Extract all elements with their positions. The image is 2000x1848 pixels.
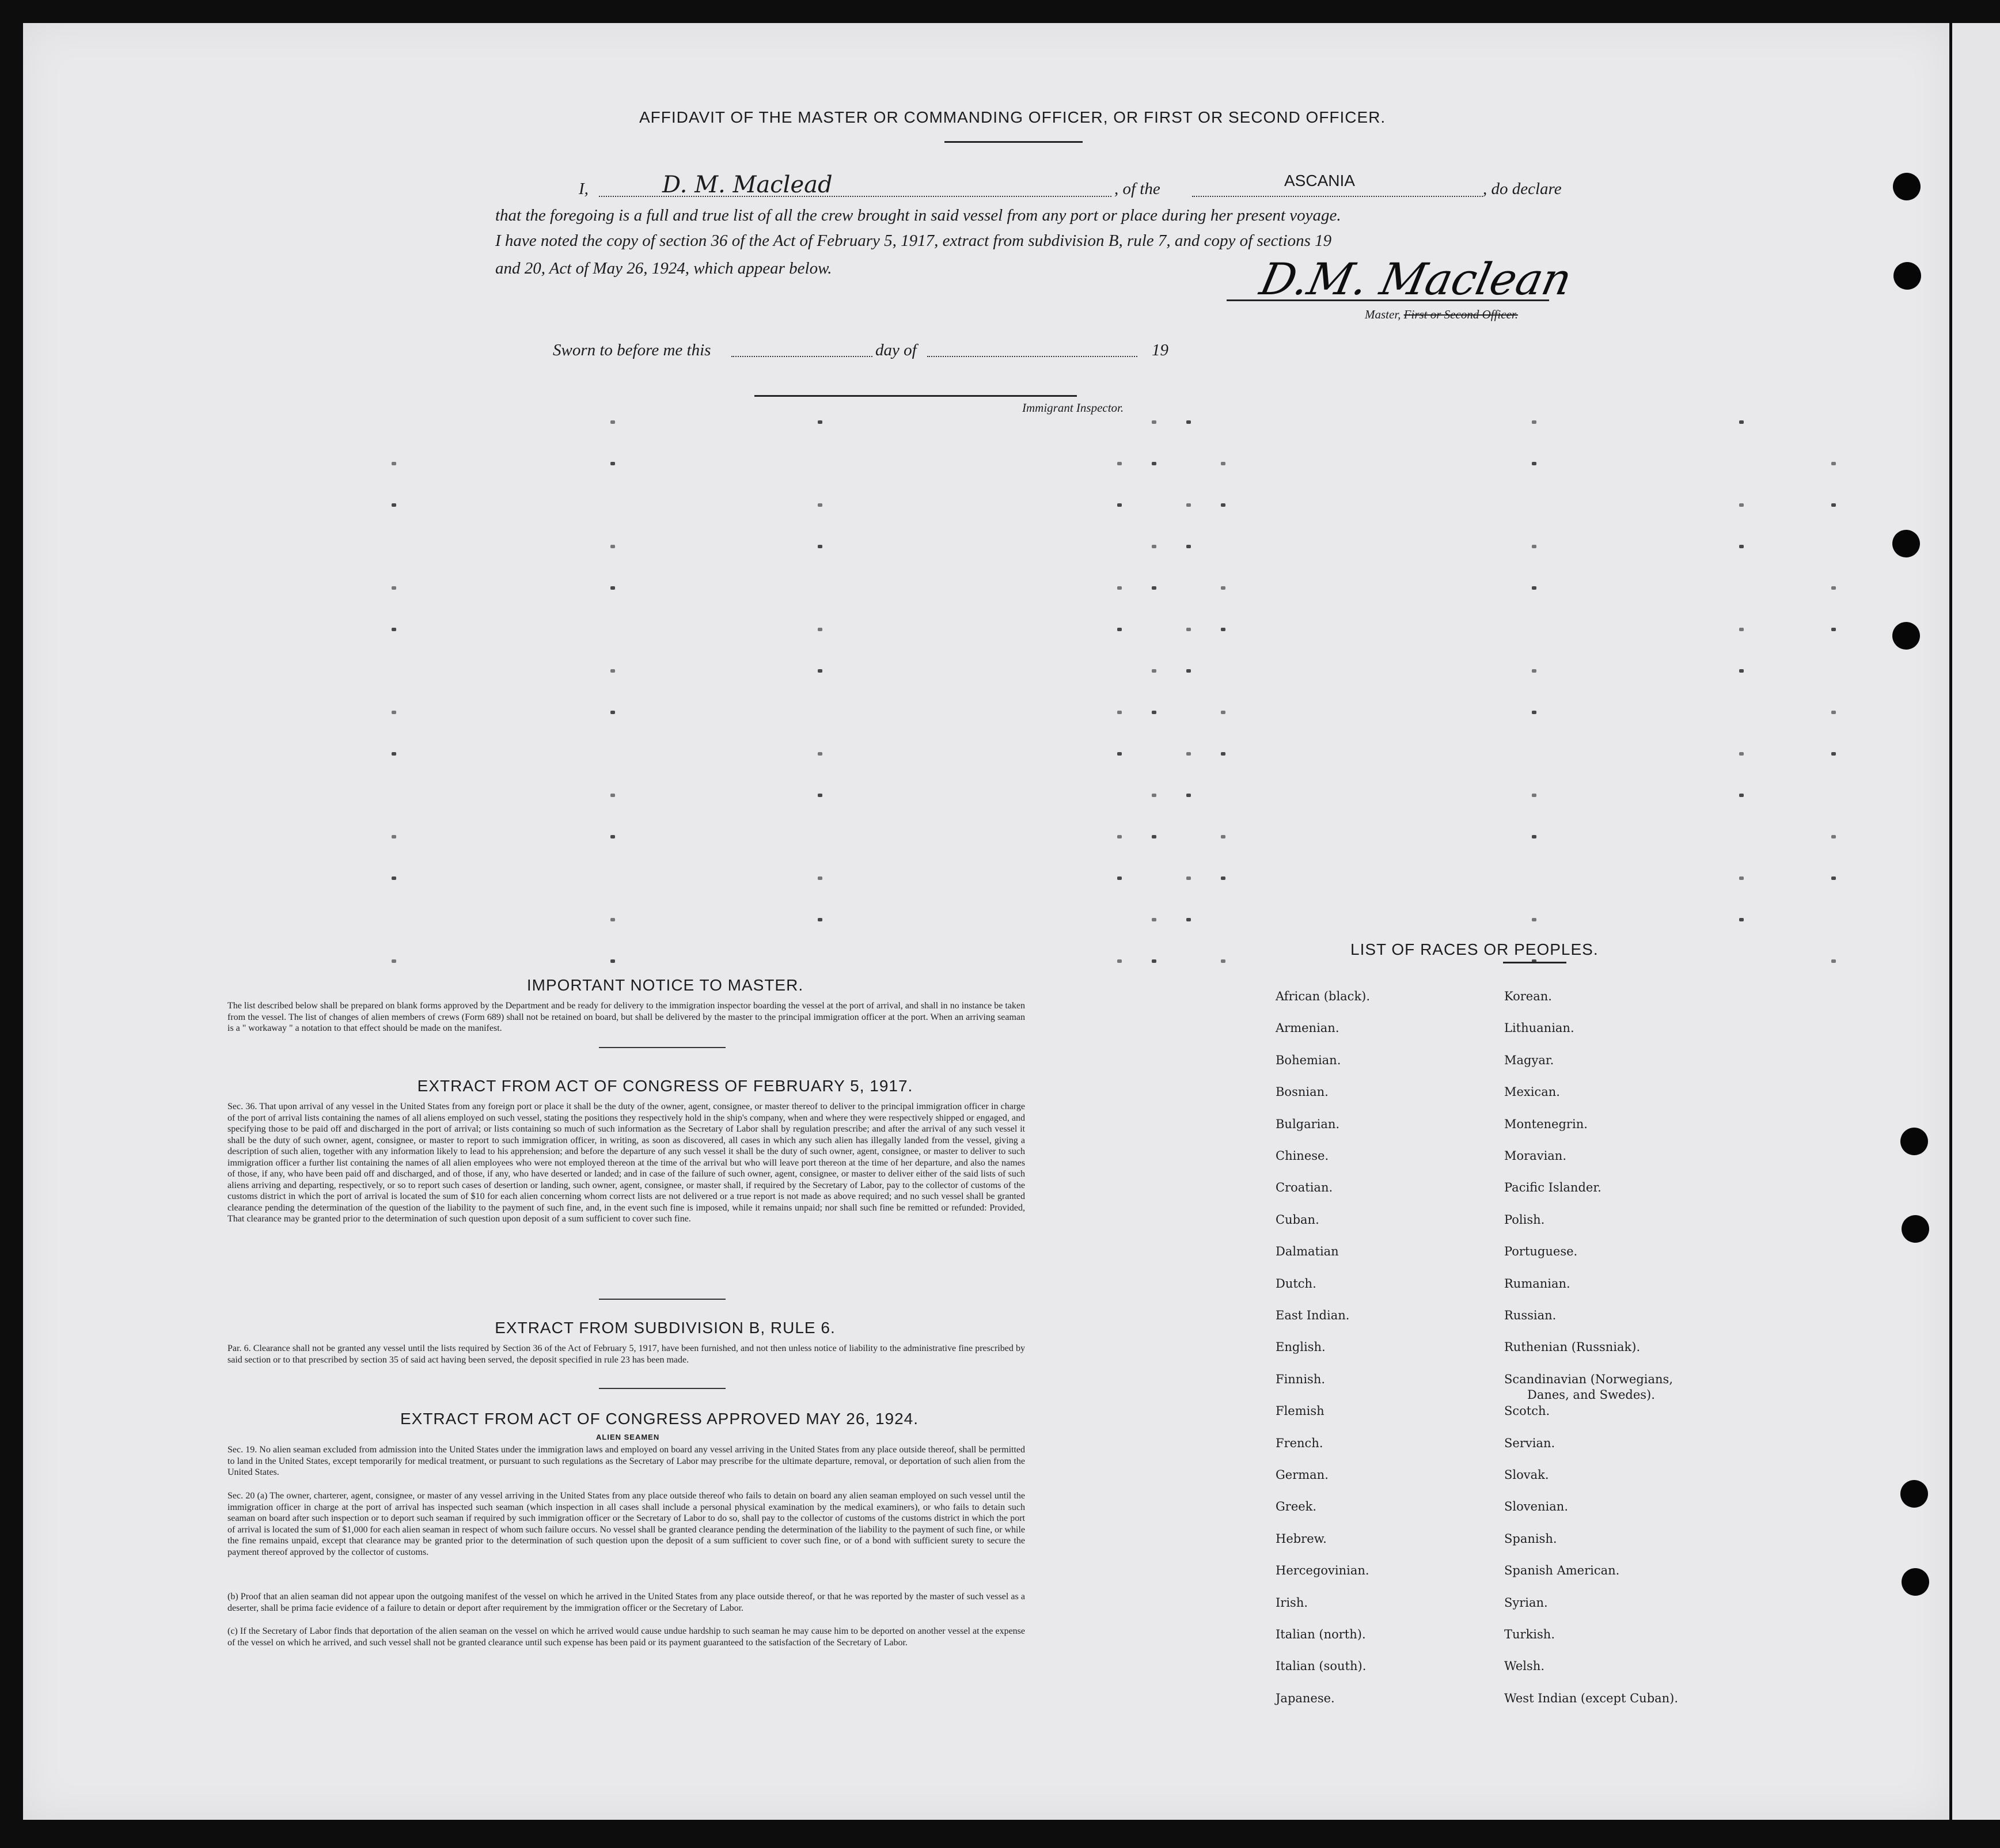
sworn-month-line <box>927 356 1137 357</box>
sworn-day-line <box>731 356 872 357</box>
master-label: Master, <box>1365 308 1401 321</box>
sec-19-text: Sec. 19. No alien seaman excluded from admission into the United States under the immigration laws and employed on board any vessel arriving in the United States from any place outside thereof, shall be permitted to land in the United States, except temporarily for medical treatment, or pursuant to such regulations as the Secretary of Labor may prescribe for the ultimate departure, removal, or deportation of such alien from the United States. <box>227 1445 1025 1477</box>
officer-name: D. M. Maclead <box>662 172 833 198</box>
ghost-dot <box>1152 918 1156 921</box>
col1-item: Finnish. <box>1276 1372 1326 1386</box>
ghost-dot <box>610 669 615 673</box>
ghost-dot <box>610 794 615 797</box>
binder-hole <box>1900 1128 1928 1155</box>
ghost-dot <box>392 628 396 631</box>
binder-hole <box>1902 1568 1929 1596</box>
title-rule <box>944 141 1083 143</box>
col1-item: German. <box>1276 1468 1329 1482</box>
col2-item: Scotch. <box>1504 1404 1550 1418</box>
ghost-row <box>322 752 1915 761</box>
ghost-dot <box>1152 420 1156 424</box>
extract-1917-text: Sec. 36. That upon arrival of any vessel in the United States from any foreign port or place it shall be the duty of the owner, agent, consignee, or master thereof to deliver to the principal immigration officer in charge of the port of arrival lists containing the names of all aliens employed on such vessel, stating the positions they respectively hold in the ship's company, when and where they were respectively shipped or engaged, and specifying those to be paid off and discharged in the port of arrival; or lists containing so much of such information as the Secretary of Labor shall by regulation prescribe; and after the arrival of any such vessel it shall be the duty of such owner, agent, consignee, or master to report to such immigration officer, in writing, as soon as discovered, all cases in which any such alien has illegally landed from the vessel, giving a description of such alien, together with any information likely to lead to his apprehension; and before the departure of any such vessel it shall be the duty of such owner, agent, consignee, or master to deliver to such immigration officer a further list containing the names of all alien employees who were not employed thereon at the time of the arrival but who will leave port thereon at the time of her departure, and also the names of those, if any, who have been paid off and discharged, and of those, if any, who have deserted or landed; and in case of the failure of such owner, agent, consignee, or master to deliver either of the said lists of such aliens arriving and departing, respectively, or so to report such cases of desertion or landing, such owner, agent, consignee, or master shall, if required by the Secretary of Labor, pay to the collector of customs of the customs district in which the port of arrival is located the sum of $10 for each alien concerning whom correct lists are not delivered or a true report is not made as above required; and no such vessel shall be granted clearance pending the determination of the question of the liability to the payment of such fine, and, in the event such fine is imposed, while it remains unpaid; nor shall such fine be remitted or refunded: Provided, That clearance may be granted prior to the determination of such question upon deposit of a sum sufficient to cover such fine. <box>227 1102 1025 1224</box>
col2-item: Servian. <box>1504 1436 1555 1450</box>
ghost-dot <box>1221 835 1225 838</box>
ghost-dot <box>1532 918 1536 921</box>
ghost-dot <box>1831 752 1836 756</box>
ghost-dot <box>1186 420 1191 424</box>
col1-item: Hercegovinian. <box>1276 1564 1369 1578</box>
ghost-dot <box>1117 462 1122 465</box>
ghost-row <box>322 876 1915 886</box>
col2-item: West Indian (except Cuban). <box>1504 1691 1679 1705</box>
ghost-dot <box>1739 669 1744 673</box>
ghost-dot <box>392 835 396 838</box>
sec-20b-text: (b) Proof that an alien seaman did not appear upon the outgoing manifest of the vessel on which he arrived in the United States from any place outside thereof, or that he was reported by the master of such vessel as a deserter, shall be prima facie evidence of a failure to detain or deport after requirement by the immigration officer or the Secretary of Labor. <box>227 1592 1025 1613</box>
ghost-dot <box>818 918 822 921</box>
ghost-dot <box>1221 959 1225 963</box>
ghost-row <box>322 669 1915 678</box>
ghost-dot <box>1117 876 1122 880</box>
col1-item: Armenian. <box>1276 1021 1339 1035</box>
col2-item: Moravian. <box>1504 1149 1567 1163</box>
sec-20a-text: Sec. 20 (a) The owner, charterer, agent, consignee, or master of any vessel arriving in the United States from any place outside thereof who fails to detain on board any alien seaman employed on such vessel until the immigration officer in charge at the port of arrival has inspected such seaman (which inspection in all cases shall include a personal physical examination by the medical examiners), or who fails to detain such seaman on board after such inspection or to deport such seaman if required by such immigration officer or the Secretary of Labor to do so, shall pay to the collector of customs of the customs district in which the port of arrival is located the sum of $1,000 for each alien seaman in respect of whom such failure occurs. No vessel shall be granted clearance pending the determination of the liability to the payment of such fine, or while the fine remains unpaid, except that clearance may be granted prior to the determination of such question upon the deposit of a sum sufficient to cover such fine, or of a bond with sufficient surety to secure the payment thereof approved by the collector of customs. <box>227 1491 1025 1557</box>
struck-officer-label: First or Second Officer. <box>1403 308 1518 321</box>
col2-item: Magyar. <box>1504 1053 1554 1067</box>
ghost-dot <box>1117 586 1122 590</box>
alien-seamen-subtitle: ALIEN SEAMEN <box>596 1433 660 1441</box>
ghost-dot <box>818 794 822 797</box>
ghost-dot <box>818 420 822 424</box>
col2-item: Welsh. <box>1504 1659 1544 1674</box>
col2-item: Rumanian. <box>1504 1276 1570 1291</box>
ghost-dot <box>610 959 615 963</box>
affidavit-title: AFFIDAVIT OF THE MASTER OR COMMANDING OFFICER, OR FIRST OR SECOND OFFICER. <box>639 108 1386 126</box>
ghost-dot <box>1532 420 1536 424</box>
sworn-label: Sworn to before me this <box>553 341 711 359</box>
races-title: LIST OF RACES OR PEOPLES. <box>1350 940 1599 958</box>
ghost-dot <box>1739 545 1744 548</box>
extract-1917-title: EXTRACT FROM ACT OF CONGRESS OF FEBRUARY 5, 1917. <box>417 1077 913 1095</box>
col1-item: Bosnian. <box>1276 1085 1329 1099</box>
col2-item: Scandinavian (Norwegians, <box>1504 1372 1673 1386</box>
ghost-row <box>322 462 1915 471</box>
notice-title: IMPORTANT NOTICE TO MASTER. <box>526 976 804 994</box>
ghost-dot <box>1532 586 1536 590</box>
col2-item: Spanish. <box>1504 1531 1557 1546</box>
ghost-dot <box>1739 918 1744 921</box>
ghost-dot <box>1532 794 1536 797</box>
ghost-row <box>322 794 1915 803</box>
rule-1 <box>599 1047 726 1048</box>
col2-item: Syrian. <box>1504 1595 1548 1610</box>
ghost-dot <box>1532 711 1536 714</box>
ghost-row <box>322 545 1915 554</box>
extract-1924-title: EXTRACT FROM ACT OF CONGRESS APPROVED MAY 26, 1924. <box>400 1410 919 1428</box>
col2-item: Montenegrin. <box>1504 1117 1588 1131</box>
do-declare-label: , do declare <box>1483 180 1562 198</box>
binder-hole <box>1892 622 1920 650</box>
ghost-dot <box>1152 669 1156 673</box>
ghost-row <box>322 503 1915 513</box>
ghost-dot <box>1117 711 1122 714</box>
i-label: I, <box>579 180 589 198</box>
col2-item: Lithuanian. <box>1504 1021 1574 1035</box>
ghost-dot <box>610 835 615 838</box>
ghost-dot <box>610 462 615 465</box>
ghost-dot <box>818 545 822 548</box>
ghost-dot <box>1152 462 1156 465</box>
inspector-signature-line <box>754 395 1077 397</box>
ghost-dot <box>610 420 615 424</box>
ghost-dot <box>1117 752 1122 756</box>
races-title-rule <box>1503 962 1566 963</box>
ghost-dot <box>1532 545 1536 548</box>
ghost-dot <box>1739 628 1744 631</box>
ghost-dot <box>1221 711 1225 714</box>
vessel-name-line <box>1192 196 1483 197</box>
ghost-dot <box>392 752 396 756</box>
ghost-dot <box>1831 462 1836 465</box>
ghost-dot <box>818 628 822 631</box>
ghost-row <box>322 628 1915 637</box>
col1-item: Greek. <box>1276 1500 1317 1514</box>
ghost-row <box>322 959 1915 969</box>
col1-item: East Indian. <box>1276 1308 1350 1322</box>
ghost-dot <box>1117 628 1122 631</box>
declaration-line-1: that the foregoing is a full and true list of all the crew brought in said vessel from any port or place during her present voyage. <box>495 206 1341 225</box>
ghost-dot <box>1117 959 1122 963</box>
ghost-dot <box>1152 835 1156 838</box>
ghost-dot <box>1739 503 1744 507</box>
ghost-dot <box>1186 545 1191 548</box>
binding-strip <box>1952 23 2000 1820</box>
ghost-dot <box>1221 752 1225 756</box>
col2-item: Spanish American. <box>1504 1564 1620 1578</box>
ghost-dot <box>1831 835 1836 838</box>
rule-3 <box>599 1388 726 1389</box>
signature-line <box>1227 299 1549 301</box>
ghost-dot <box>610 711 615 714</box>
col2-item: Portuguese. <box>1504 1244 1578 1259</box>
col1-item: Dutch. <box>1276 1276 1316 1291</box>
ghost-dot <box>1152 586 1156 590</box>
ghost-dot <box>1117 503 1122 507</box>
col2-item: Korean. <box>1504 989 1552 1003</box>
col1-item: Hebrew. <box>1276 1531 1327 1546</box>
ghost-dot <box>818 752 822 756</box>
ghost-dot <box>1831 503 1836 507</box>
sec-20c-text: (c) If the Secretary of Labor finds that deportation of the alien seaman on the vessel on which he arrived would cause undue hardship to such seaman he may cause him to be deported on another vessel at the expense of the vessel on which he arrived, and such vessel shall not be granted clearance until such expense has been paid or its payment guaranteed to the satisfaction of the Secretary of Labor. <box>227 1626 1025 1648</box>
ghost-row <box>322 711 1915 720</box>
col1-item: English. <box>1276 1340 1326 1354</box>
declaration-line-2: I have noted the copy of section 36 of the Act of February 5, 1917, extract from subdivision B, rule 7, and copy of sections 19 <box>495 232 1332 250</box>
ghost-dot <box>1152 959 1156 963</box>
notice-text: The list described below shall be prepared on blank forms approved by the Department and be ready for delivery to the immigration inspector boarding the vessel at the port of arrival, and shall in no instance be taken from the vessel. The list of changes of alien members of crews (Form 689) shall not be retained on board, but shall be delivered by the master to the principal immigration officer at the port. When an arriving seaman is a " workaway " a notation to that effect should be made on the manifest. <box>227 1001 1025 1033</box>
ghost-dot <box>1532 462 1536 465</box>
ghost-dot <box>1221 503 1225 507</box>
ghost-dot <box>1152 794 1156 797</box>
ghost-dot <box>1221 462 1225 465</box>
ghost-row <box>322 918 1915 927</box>
binder-hole <box>1900 1480 1928 1508</box>
manifest-page <box>23 23 1949 1820</box>
col2-item: Russian. <box>1504 1308 1557 1322</box>
col1-item: Flemish <box>1276 1404 1325 1418</box>
ghost-dot <box>1186 503 1191 507</box>
ghost-dot <box>392 462 396 465</box>
ghost-dot <box>1152 711 1156 714</box>
ghost-row <box>322 835 1915 844</box>
ghost-dot <box>1221 628 1225 631</box>
ghost-dot <box>1221 876 1225 880</box>
ghost-dot <box>1739 420 1744 424</box>
ghost-dot <box>1831 876 1836 880</box>
ghost-dot <box>1186 876 1191 880</box>
col1-item: Cuban. <box>1276 1212 1319 1227</box>
ghost-dot <box>392 586 396 590</box>
col1-item: Irish. <box>1276 1595 1308 1610</box>
ghost-dot <box>1739 876 1744 880</box>
ghost-dot <box>1831 628 1836 631</box>
ghost-dot <box>1739 752 1744 756</box>
col1-item: Bulgarian. <box>1276 1117 1340 1131</box>
master-signature: D.M. Maclean <box>1255 253 1577 305</box>
ghost-dot <box>1221 586 1225 590</box>
declaration-line-3: and 20, Act of May 26, 1924, which appear below. <box>495 259 832 278</box>
vessel-name: ASCANIA <box>1284 172 1355 189</box>
binder-hole <box>1893 262 1921 290</box>
inspector-label: Immigrant Inspector. <box>1022 401 1124 415</box>
col1-item: Italian (south). <box>1276 1659 1367 1674</box>
col1-item: Croatian. <box>1276 1181 1333 1195</box>
of-the-label: , of the <box>1114 180 1160 198</box>
year-label: 19 <box>1152 341 1168 359</box>
col2-item: Mexican. <box>1504 1085 1560 1099</box>
ghost-dot <box>818 669 822 673</box>
col2-item: Polish. <box>1504 1212 1545 1227</box>
ghost-dot <box>1186 669 1191 673</box>
rule-2 <box>599 1299 726 1300</box>
col2-item: Ruthenian (Russniak). <box>1504 1340 1641 1354</box>
ghost-dot <box>818 503 822 507</box>
col1-item: Chinese. <box>1276 1149 1329 1163</box>
ghost-dot <box>1186 794 1191 797</box>
ghost-dot <box>1739 794 1744 797</box>
extract-rule6-text: Par. 6. Clearance shall not be granted any vessel until the lists required by Section 36 of the Act of February 5, 1917, have been furnished, and not then unless notice of liability to the administrative fine prescribed by said section or to that prescribed by section 35 of said act having been served, the deposit specified in rule 23 has been made. <box>227 1344 1025 1365</box>
ghost-dot <box>1186 918 1191 921</box>
ghost-dot <box>1152 545 1156 548</box>
col2-item: Turkish. <box>1504 1627 1555 1641</box>
binder-hole <box>1902 1215 1929 1243</box>
ghost-dot <box>610 586 615 590</box>
binder-hole <box>1892 530 1920 557</box>
col1-item: Italian (north). <box>1276 1627 1366 1641</box>
ghost-dot <box>1117 835 1122 838</box>
ghost-row <box>322 420 1915 430</box>
binder-hole <box>1893 173 1921 200</box>
ghost-dot <box>392 876 396 880</box>
day-of-label: day of <box>875 341 917 359</box>
col1-item: French. <box>1276 1436 1323 1450</box>
ghost-dot <box>392 711 396 714</box>
col1-item: Dalmatian <box>1276 1244 1339 1259</box>
ghost-dot <box>610 918 615 921</box>
ghost-dot <box>1186 752 1191 756</box>
scandinavian-continuation: Danes, and Swedes). <box>1527 1388 1655 1402</box>
ghost-dot <box>1831 586 1836 590</box>
ghost-dot <box>1831 959 1836 963</box>
col2-item: Slovenian. <box>1504 1500 1568 1514</box>
extract-rule6-title: EXTRACT FROM SUBDIVISION B, RULE 6. <box>495 1319 836 1337</box>
ghost-dot <box>392 959 396 963</box>
ghost-dot <box>1532 669 1536 673</box>
col1-item: Japanese. <box>1276 1691 1335 1705</box>
ghost-dot <box>1186 628 1191 631</box>
ghost-dot <box>610 545 615 548</box>
ghost-dot <box>818 876 822 880</box>
col2-item: Slovak. <box>1504 1468 1549 1482</box>
col1-item: Bohemian. <box>1276 1053 1341 1067</box>
ghost-dot <box>1532 835 1536 838</box>
col1-item: African (black). <box>1276 989 1371 1003</box>
ghost-dot <box>1831 711 1836 714</box>
ghost-row <box>322 586 1915 595</box>
ghost-dot <box>392 503 396 507</box>
col2-item: Pacific Islander. <box>1504 1181 1601 1195</box>
